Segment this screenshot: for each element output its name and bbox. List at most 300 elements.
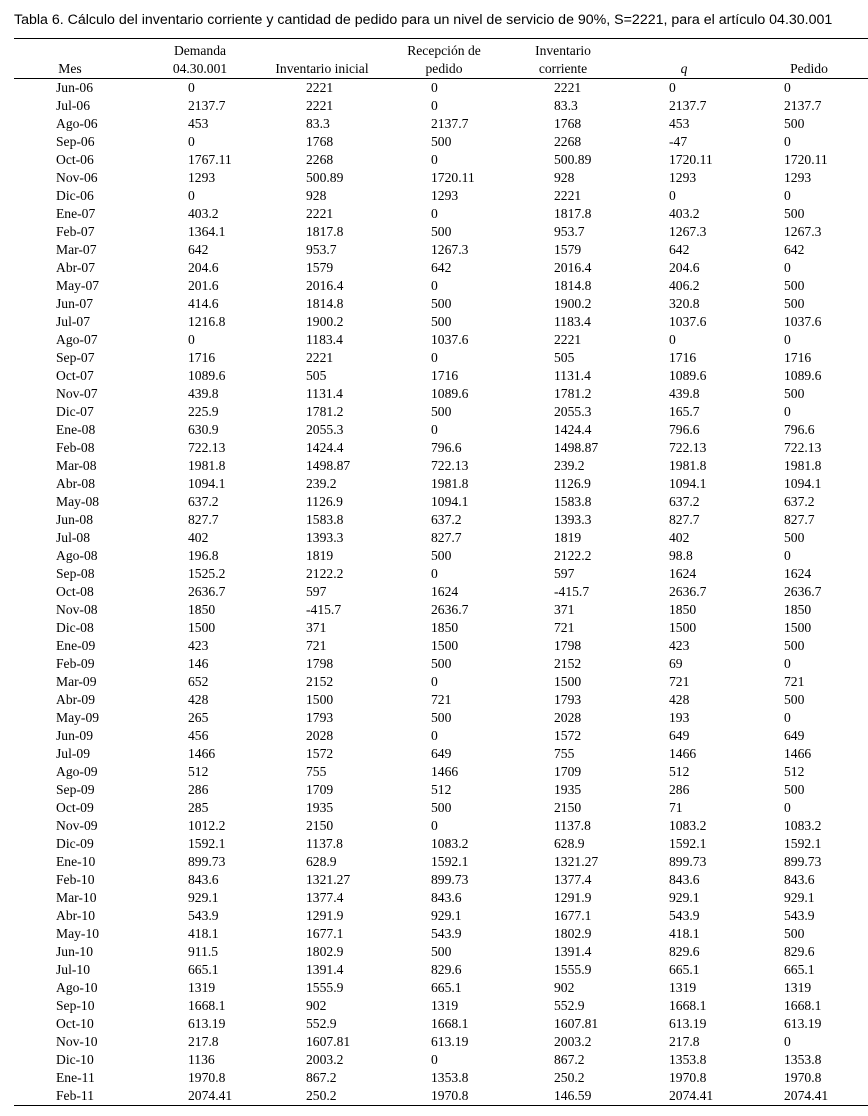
cell-recepcion-pedido: 500 <box>431 656 452 671</box>
cell-q: 1037.6 <box>669 314 707 329</box>
cell-recepcion-pedido: 829.6 <box>431 962 462 977</box>
cell-recepcion-pedido: 1353.8 <box>431 1070 469 1085</box>
cell-demanda: 414.6 <box>188 296 219 311</box>
cell-inventario-inicial: 1391.4 <box>306 962 344 977</box>
cell-demanda: 929.1 <box>188 890 219 905</box>
cell-demanda: 827.7 <box>188 512 219 527</box>
table-row <box>14 1087 868 1105</box>
cell-demanda: 225.9 <box>188 404 219 419</box>
table-row <box>14 1015 868 1033</box>
cell-mes: Jun-10 <box>56 944 94 959</box>
cell-inventario-corriente: 552.9 <box>554 998 585 1013</box>
cell-inventario-inicial: 2268 <box>306 152 334 167</box>
cell-inventario-inicial: 1781.2 <box>306 404 344 419</box>
cell-mes: Oct-09 <box>56 800 94 815</box>
cell-inventario-corriente: 867.2 <box>554 1052 585 1067</box>
cell-q: 543.9 <box>669 908 700 923</box>
cell-inventario-corriente: 953.7 <box>554 224 585 239</box>
cell-mes: Ago-06 <box>56 116 98 131</box>
table-row <box>14 511 868 529</box>
header-recepcion-pedido: Recepción de pedido <box>407 43 481 76</box>
cell-pedido: 2137.7 <box>784 98 822 113</box>
cell-inventario-inicial: 2028 <box>306 728 334 743</box>
table-row <box>14 241 868 259</box>
cell-recepcion-pedido: 642 <box>431 260 452 275</box>
cell-recepcion-pedido: 0 <box>431 152 438 167</box>
table-row <box>14 1051 868 1069</box>
cell-mes: Mar-09 <box>56 674 97 689</box>
cell-pedido: 1500 <box>784 620 812 635</box>
cell-recepcion-pedido: 512 <box>431 782 452 797</box>
cell-inventario-inicial: 1291.9 <box>306 908 344 923</box>
cell-recepcion-pedido: 1037.6 <box>431 332 469 347</box>
cell-mes: Abr-07 <box>56 260 95 275</box>
cell-pedido: 1094.1 <box>784 476 822 491</box>
cell-q: 843.6 <box>669 872 700 887</box>
cell-mes: Feb-09 <box>56 656 95 671</box>
cell-pedido: 1668.1 <box>784 998 822 1013</box>
cell-pedido: 500 <box>784 206 805 221</box>
cell-pedido: 642 <box>784 242 805 257</box>
cell-inventario-inicial: 1137.8 <box>306 836 343 851</box>
cell-demanda: 1136 <box>188 1052 215 1067</box>
table-row <box>14 349 868 367</box>
cell-demanda: 286 <box>188 782 209 797</box>
cell-mes: Sep-06 <box>56 134 95 149</box>
cell-inventario-inicial: 2055.3 <box>306 422 344 437</box>
cell-inventario-inicial: 2003.2 <box>306 1052 344 1067</box>
cell-q: 899.73 <box>669 854 707 869</box>
cell-pedido: 0 <box>784 332 791 347</box>
cell-inventario-inicial: 2122.2 <box>306 566 344 581</box>
table-row <box>14 889 868 907</box>
cell-inventario-inicial: 1607.81 <box>306 1034 351 1049</box>
cell-q: 1624 <box>669 566 697 581</box>
cell-pedido: 2636.7 <box>784 584 822 599</box>
cell-inventario-corriente: 1555.9 <box>554 962 592 977</box>
cell-pedido: 0 <box>784 656 791 671</box>
cell-inventario-corriente: 1498.87 <box>554 440 599 455</box>
cell-recepcion-pedido: 500 <box>431 224 452 239</box>
cell-mes: Feb-07 <box>56 224 95 239</box>
cell-recepcion-pedido: 0 <box>431 80 438 95</box>
cell-inventario-corriente: 2150 <box>554 800 582 815</box>
cell-inventario-corriente: 902 <box>554 980 575 995</box>
cell-demanda: 2074.41 <box>188 1088 233 1103</box>
cell-inventario-corriente: 1583.8 <box>554 494 592 509</box>
cell-pedido: 500 <box>784 926 805 941</box>
cell-inventario-inicial: 1935 <box>306 800 334 815</box>
table-row <box>14 547 868 565</box>
cell-pedido: 722.13 <box>784 440 822 455</box>
cell-recepcion-pedido: 649 <box>431 746 452 761</box>
table-row <box>14 763 868 781</box>
cell-mes: Nov-06 <box>56 170 98 185</box>
cell-pedido: 0 <box>784 134 791 149</box>
cell-pedido: 1466 <box>784 746 812 761</box>
cell-inventario-inicial: 1572 <box>306 746 334 761</box>
cell-inventario-corriente: 1814.8 <box>554 278 592 293</box>
cell-recepcion-pedido: 1267.3 <box>431 242 469 257</box>
table-row <box>14 619 868 637</box>
table-row <box>14 367 868 385</box>
table-row <box>14 223 868 241</box>
cell-demanda: 217.8 <box>188 1034 219 1049</box>
table-row <box>14 493 868 511</box>
cell-mes: Jun-08 <box>56 512 94 527</box>
cell-q: 1094.1 <box>669 476 707 491</box>
cell-inventario-inicial: 1579 <box>306 260 334 275</box>
cell-inventario-corriente: 1572 <box>554 728 582 743</box>
cell-inventario-inicial: 597 <box>306 584 327 599</box>
cell-inventario-corriente: 2003.2 <box>554 1034 592 1049</box>
cell-pedido: 1981.8 <box>784 458 822 473</box>
table-row <box>14 817 868 835</box>
cell-mes: Jul-08 <box>56 530 90 545</box>
cell-pedido: 829.6 <box>784 944 815 959</box>
cell-recepcion-pedido: 1592.1 <box>431 854 469 869</box>
cell-inventario-corriente: 755 <box>554 746 575 761</box>
cell-inventario-corriente: 1768 <box>554 116 582 131</box>
cell-recepcion-pedido: 1500 <box>431 638 459 653</box>
table-row <box>14 457 868 475</box>
cell-q: 1293 <box>669 170 697 185</box>
cell-q: 71 <box>669 800 683 815</box>
cell-inventario-corriente: 2028 <box>554 710 582 725</box>
cell-inventario-corriente: 1377.4 <box>554 872 592 887</box>
table-row <box>14 799 868 817</box>
cell-q: -47 <box>669 134 688 149</box>
cell-mes: Nov-10 <box>56 1034 98 1049</box>
cell-demanda: 1500 <box>188 620 216 635</box>
cell-recepcion-pedido: 1668.1 <box>431 1016 469 1031</box>
cell-pedido: 500 <box>784 782 805 797</box>
cell-pedido: 796.6 <box>784 422 815 437</box>
table-row <box>14 835 868 853</box>
cell-demanda: 439.8 <box>188 386 219 401</box>
cell-inventario-corriente: 1781.2 <box>554 386 592 401</box>
cell-inventario-inicial: 1768 <box>306 134 334 149</box>
table-row <box>14 925 868 943</box>
cell-pedido: 0 <box>784 404 791 419</box>
cell-inventario-inicial: 628.9 <box>306 854 337 869</box>
cell-pedido: 1720.11 <box>784 152 828 167</box>
cell-recepcion-pedido: 0 <box>431 566 438 581</box>
cell-inventario-inicial: 1126.9 <box>306 494 343 509</box>
table-bottom-rule <box>14 1105 868 1106</box>
cell-inventario-corriente: 1709 <box>554 764 582 779</box>
cell-demanda: 642 <box>188 242 209 257</box>
table-row <box>14 997 868 1015</box>
cell-demanda: 265 <box>188 710 209 725</box>
cell-recepcion-pedido: 1970.8 <box>431 1088 469 1103</box>
cell-recepcion-pedido: 0 <box>431 350 438 365</box>
cell-inventario-inicial: 371 <box>306 620 327 635</box>
cell-pedido: 2074.41 <box>784 1088 829 1103</box>
cell-pedido: 500 <box>784 278 805 293</box>
cell-inventario-inicial: 2150 <box>306 818 334 833</box>
cell-inventario-corriente: 1126.9 <box>554 476 591 491</box>
cell-demanda: 630.9 <box>188 422 219 437</box>
cell-q: 193 <box>669 710 690 725</box>
cell-inventario-corriente: 1798 <box>554 638 582 653</box>
cell-demanda: 0 <box>188 188 195 203</box>
cell-inventario-corriente: 597 <box>554 566 575 581</box>
cell-mes: Feb-10 <box>56 872 95 887</box>
cell-recepcion-pedido: 0 <box>431 422 438 437</box>
cell-q: 165.7 <box>669 404 700 419</box>
cell-pedido: 637.2 <box>784 494 815 509</box>
cell-recepcion-pedido: 500 <box>431 296 452 311</box>
cell-q: 98.8 <box>669 548 693 563</box>
cell-mes: Ene-08 <box>56 422 96 437</box>
cell-recepcion-pedido: 0 <box>431 818 438 833</box>
cell-inventario-corriente: 721 <box>554 620 575 635</box>
cell-inventario-inicial: 2221 <box>306 350 334 365</box>
cell-demanda: 196.8 <box>188 548 219 563</box>
cell-inventario-inicial: -415.7 <box>306 602 342 617</box>
cell-inventario-corriente: 1793 <box>554 692 582 707</box>
cell-demanda: 512 <box>188 764 209 779</box>
cell-q: 403.2 <box>669 206 700 221</box>
table-row <box>14 205 868 223</box>
cell-recepcion-pedido: 613.19 <box>431 1034 469 1049</box>
cell-recepcion-pedido: 722.13 <box>431 458 469 473</box>
cell-mes: Feb-08 <box>56 440 95 455</box>
cell-recepcion-pedido: 500 <box>431 800 452 815</box>
cell-mes: Mar-08 <box>56 458 97 473</box>
cell-inventario-corriente: 1817.8 <box>554 206 592 221</box>
cell-inventario-corriente: 2268 <box>554 134 582 149</box>
cell-demanda: 722.13 <box>188 440 226 455</box>
cell-pedido: 0 <box>784 260 791 275</box>
cell-pedido: 0 <box>784 1034 791 1049</box>
cell-q: 428 <box>669 692 690 707</box>
cell-recepcion-pedido: 1981.8 <box>431 476 469 491</box>
cell-pedido: 0 <box>784 188 791 203</box>
cell-q: 1500 <box>669 620 697 635</box>
table-row <box>14 943 868 961</box>
cell-inventario-corriente: 1183.4 <box>554 314 591 329</box>
table-row <box>14 583 868 601</box>
cell-pedido: 843.6 <box>784 872 815 887</box>
cell-mes: Jul-06 <box>56 98 90 113</box>
table-row <box>14 421 868 439</box>
header-demanda: Demanda 04.30.001 <box>172 43 228 76</box>
cell-mes: May-09 <box>56 710 100 725</box>
cell-q: 286 <box>669 782 690 797</box>
cell-inventario-inicial: 83.3 <box>306 116 330 131</box>
table-row <box>14 151 868 169</box>
table-row <box>14 295 868 313</box>
cell-demanda: 652 <box>188 674 209 689</box>
cell-inventario-inicial: 1583.8 <box>306 512 344 527</box>
cell-inventario-corriente: 1935 <box>554 782 582 797</box>
cell-recepcion-pedido: 1624 <box>431 584 459 599</box>
cell-recepcion-pedido: 500 <box>431 314 452 329</box>
cell-inventario-inicial: 1793 <box>306 710 334 725</box>
cell-demanda: 1970.8 <box>188 1070 226 1085</box>
cell-pedido: 1624 <box>784 566 812 581</box>
table-row <box>14 565 868 583</box>
table-row <box>14 97 868 115</box>
cell-demanda: 1668.1 <box>188 998 226 1013</box>
cell-mes: Dic-08 <box>56 620 94 635</box>
cell-inventario-corriente: 2055.3 <box>554 404 592 419</box>
cell-inventario-corriente: 1424.4 <box>554 422 592 437</box>
cell-inventario-corriente: 2221 <box>554 188 582 203</box>
cell-pedido: 543.9 <box>784 908 815 923</box>
cell-q: 2074.41 <box>669 1088 714 1103</box>
table-row <box>14 853 868 871</box>
cell-inventario-corriente: -415.7 <box>554 584 590 599</box>
cell-demanda: 403.2 <box>188 206 219 221</box>
cell-recepcion-pedido: 0 <box>431 278 438 293</box>
cell-pedido: 613.19 <box>784 1016 822 1031</box>
cell-q: 1850 <box>669 602 697 617</box>
cell-recepcion-pedido: 843.6 <box>431 890 462 905</box>
cell-q: 929.1 <box>669 890 700 905</box>
cell-inventario-inicial: 239.2 <box>306 476 337 491</box>
cell-q: 642 <box>669 242 690 257</box>
cell-demanda: 1319 <box>188 980 216 995</box>
cell-inventario-inicial: 1555.9 <box>306 980 344 995</box>
cell-demanda: 453 <box>188 116 209 131</box>
cell-inventario-corriente: 250.2 <box>554 1070 585 1085</box>
cell-q: 0 <box>669 332 676 347</box>
cell-demanda: 0 <box>188 134 195 149</box>
cell-pedido: 1592.1 <box>784 836 822 851</box>
cell-inventario-inicial: 1798 <box>306 656 334 671</box>
cell-q: 829.6 <box>669 944 700 959</box>
cell-inventario-inicial: 1183.4 <box>306 332 343 347</box>
cell-q: 0 <box>669 80 676 95</box>
cell-pedido: 1089.6 <box>784 368 822 383</box>
cell-demanda: 2636.7 <box>188 584 226 599</box>
cell-demanda: 613.19 <box>188 1016 226 1031</box>
cell-demanda: 428 <box>188 692 209 707</box>
cell-inventario-inicial: 1321.27 <box>306 872 351 887</box>
cell-demanda: 665.1 <box>188 962 219 977</box>
cell-demanda: 543.9 <box>188 908 219 923</box>
cell-mes: Ene-11 <box>56 1070 95 1085</box>
cell-inventario-inicial: 1424.4 <box>306 440 344 455</box>
cell-demanda: 2137.7 <box>188 98 226 113</box>
cell-q: 1970.8 <box>669 1070 707 1085</box>
cell-mes: Mar-07 <box>56 242 97 257</box>
table-row <box>14 187 868 205</box>
cell-recepcion-pedido: 2636.7 <box>431 602 469 617</box>
cell-demanda: 423 <box>188 638 209 653</box>
cell-recepcion-pedido: 796.6 <box>431 440 462 455</box>
cell-pedido: 649 <box>784 728 805 743</box>
cell-inventario-inicial: 1802.9 <box>306 944 344 959</box>
table-row <box>14 313 868 331</box>
cell-q: 1981.8 <box>669 458 707 473</box>
cell-recepcion-pedido: 543.9 <box>431 926 462 941</box>
cell-inventario-corriente: 83.3 <box>554 98 578 113</box>
cell-q: 320.8 <box>669 296 700 311</box>
table-row <box>14 331 868 349</box>
cell-inventario-inicial: 1814.8 <box>306 296 344 311</box>
cell-inventario-inicial: 721 <box>306 638 327 653</box>
table-caption: Tabla 6. Cálculo del inventario corriente y cantidad de pedido para un nivel de servicio de 90%, S=2221, para el artículo 04.30.001 <box>14 12 833 28</box>
cell-pedido: 1850 <box>784 602 812 617</box>
cell-q: 204.6 <box>669 260 700 275</box>
table-row <box>14 277 868 295</box>
cell-mes: May-10 <box>56 926 100 941</box>
cell-pedido: 1267.3 <box>784 224 822 239</box>
cell-demanda: 1216.8 <box>188 314 226 329</box>
cell-pedido: 1083.2 <box>784 818 822 833</box>
cell-mes: Ene-09 <box>56 638 96 653</box>
cell-pedido: 500 <box>784 116 805 131</box>
cell-inventario-corriente: 1391.4 <box>554 944 592 959</box>
cell-mes: Dic-09 <box>56 836 94 851</box>
cell-pedido: 500 <box>784 296 805 311</box>
cell-mes: Ago-10 <box>56 980 98 995</box>
cell-q: 1668.1 <box>669 998 707 1013</box>
cell-inventario-corriente: 500.89 <box>554 152 592 167</box>
cell-recepcion-pedido: 1850 <box>431 620 459 635</box>
cell-inventario-corriente: 1500 <box>554 674 582 689</box>
cell-mes: Abr-09 <box>56 692 95 707</box>
cell-pedido: 1353.8 <box>784 1052 822 1067</box>
table-row <box>14 637 868 655</box>
cell-demanda: 1850 <box>188 602 216 617</box>
cell-q: 2636.7 <box>669 584 707 599</box>
table-top-rule <box>14 38 868 39</box>
cell-q: 1592.1 <box>669 836 707 851</box>
cell-mes: Abr-10 <box>56 908 95 923</box>
cell-q: 722.13 <box>669 440 707 455</box>
cell-mes: Jun-09 <box>56 728 94 743</box>
cell-inventario-inicial: 552.9 <box>306 1016 337 1031</box>
table-row <box>14 385 868 403</box>
cell-q: 2137.7 <box>669 98 707 113</box>
cell-demanda: 843.6 <box>188 872 219 887</box>
table-row <box>14 529 868 547</box>
cell-inventario-corriente: 928 <box>554 170 575 185</box>
cell-demanda: 204.6 <box>188 260 219 275</box>
table-row <box>14 169 868 187</box>
cell-demanda: 1525.2 <box>188 566 226 581</box>
cell-recepcion-pedido: 0 <box>431 674 438 689</box>
cell-recepcion-pedido: 1083.2 <box>431 836 469 851</box>
cell-inventario-inicial: 928 <box>306 188 327 203</box>
cell-pedido: 665.1 <box>784 962 815 977</box>
cell-demanda: 1012.2 <box>188 818 226 833</box>
cell-inventario-inicial: 505 <box>306 368 327 383</box>
table-row <box>14 1069 868 1087</box>
cell-q: 423 <box>669 638 690 653</box>
cell-pedido: 1970.8 <box>784 1070 822 1085</box>
cell-recepcion-pedido: 0 <box>431 1052 438 1067</box>
cell-mes: Dic-06 <box>56 188 94 203</box>
cell-inventario-inicial: 755 <box>306 764 327 779</box>
cell-mes: Mar-10 <box>56 890 97 905</box>
cell-demanda: 1364.1 <box>188 224 226 239</box>
cell-inventario-inicial: 1677.1 <box>306 926 344 941</box>
cell-demanda: 201.6 <box>188 278 219 293</box>
cell-inventario-inicial: 1817.8 <box>306 224 344 239</box>
cell-recepcion-pedido: 500 <box>431 944 452 959</box>
cell-mes: Sep-09 <box>56 782 95 797</box>
cell-mes: Dic-07 <box>56 404 94 419</box>
cell-demanda: 1716 <box>188 350 216 365</box>
cell-recepcion-pedido: 899.73 <box>431 872 469 887</box>
cell-demanda: 1293 <box>188 170 216 185</box>
